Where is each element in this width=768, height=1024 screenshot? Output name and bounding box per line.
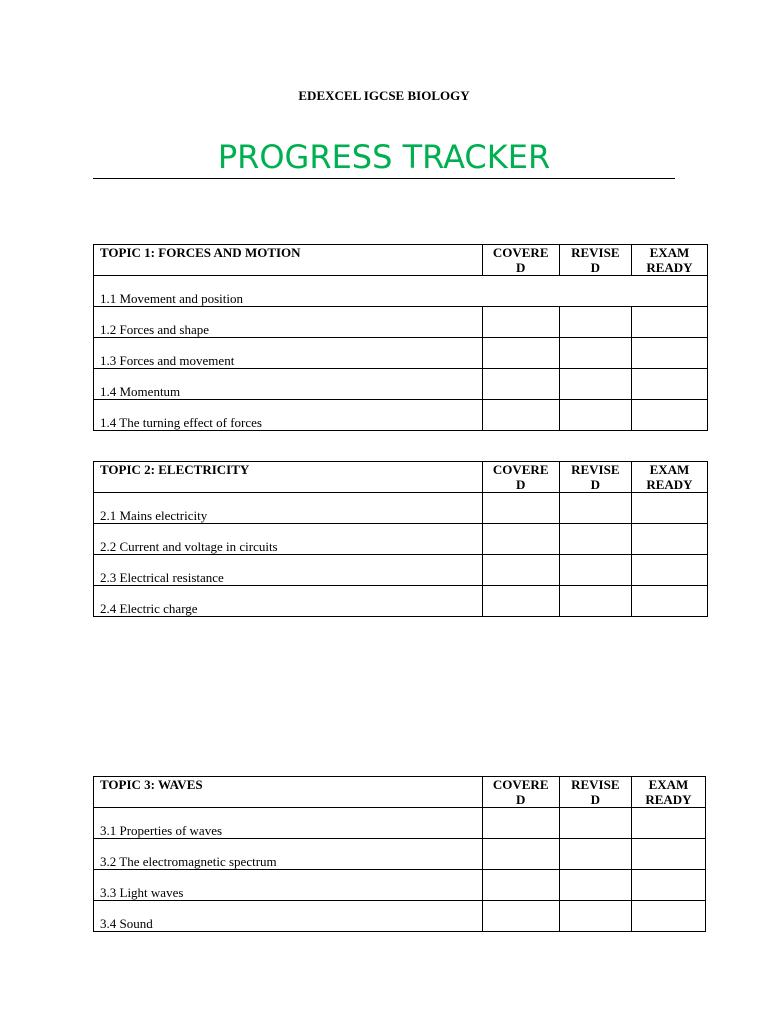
revised-checkbox-cell[interactable] <box>559 400 631 431</box>
revised-checkbox-cell[interactable] <box>559 808 631 839</box>
table-row <box>94 276 708 307</box>
revised-checkbox-cell[interactable] <box>559 524 631 555</box>
exam-ready-header: EXAM READY <box>631 777 705 808</box>
document-subtitle: EDEXCEL IGCSE BIOLOGY <box>298 88 470 103</box>
topic-item: 2.2 Current and voltage in circuits <box>94 524 483 555</box>
topic-item: 1.3 Forces and movement <box>94 338 483 369</box>
topic-item: 2.4 Electric charge <box>94 586 483 617</box>
topic-title: TOPIC 1: FORCES AND MOTION <box>94 245 483 276</box>
topic-1-table <box>93 244 708 431</box>
title-underline <box>93 178 675 179</box>
topic-item: 3.4 Sound <box>94 901 483 932</box>
topic-2-table <box>93 461 708 617</box>
table-row <box>94 808 706 839</box>
revised-checkbox-cell[interactable] <box>559 369 631 400</box>
table-row <box>94 839 706 870</box>
covered-checkbox-cell[interactable] <box>482 400 559 431</box>
revised-header: REVISE D <box>559 777 631 808</box>
exam-ready-checkbox-cell[interactable] <box>631 555 707 586</box>
covered-checkbox-cell[interactable] <box>482 870 559 901</box>
covered-checkbox-cell[interactable] <box>482 586 559 617</box>
topic-title: TOPIC 2: ELECTRICITY <box>94 462 483 493</box>
covered-checkbox-cell[interactable] <box>482 839 559 870</box>
revised-checkbox-cell[interactable] <box>559 586 631 617</box>
covered-header: COVERE D <box>482 777 559 808</box>
exam-ready-checkbox-cell[interactable] <box>631 586 707 617</box>
topic-item: 1.1 Movement and position <box>94 276 708 307</box>
topic-item: 3.2 The electromagnetic spectrum <box>94 839 483 870</box>
revised-checkbox-cell[interactable] <box>559 493 631 524</box>
table-row <box>94 555 708 586</box>
table-row <box>94 901 706 932</box>
table-row <box>94 493 708 524</box>
exam-ready-checkbox-cell[interactable] <box>631 338 707 369</box>
exam-ready-checkbox-cell[interactable] <box>631 400 707 431</box>
table-row <box>94 400 708 431</box>
table-row <box>94 338 708 369</box>
covered-checkbox-cell[interactable] <box>482 524 559 555</box>
revised-checkbox-cell[interactable] <box>559 870 631 901</box>
revised-checkbox-cell[interactable] <box>559 901 631 932</box>
topic-3-table <box>93 776 706 932</box>
covered-checkbox-cell[interactable] <box>482 808 559 839</box>
covered-header: COVERE D <box>482 462 559 493</box>
revised-checkbox-cell[interactable] <box>559 307 631 338</box>
covered-checkbox-cell[interactable] <box>482 493 559 524</box>
covered-checkbox-cell[interactable] <box>482 307 559 338</box>
topic-title: TOPIC 3: WAVES <box>94 777 483 808</box>
page-title: PROGRESS TRACKER <box>217 138 551 176</box>
covered-header: COVERE D <box>482 245 559 276</box>
table-row <box>94 586 708 617</box>
exam-ready-checkbox-cell[interactable] <box>631 808 705 839</box>
exam-ready-checkbox-cell[interactable] <box>631 901 705 932</box>
topic-item: 2.1 Mains electricity <box>94 493 483 524</box>
covered-checkbox-cell[interactable] <box>482 555 559 586</box>
revised-header: REVISE D <box>559 462 631 493</box>
exam-ready-checkbox-cell[interactable] <box>631 839 705 870</box>
table-row <box>94 369 708 400</box>
topic-item: 1.2 Forces and shape <box>94 307 483 338</box>
topic-item: 1.4 Momentum <box>94 369 483 400</box>
topic-item: 2.3 Electrical resistance <box>94 555 483 586</box>
exam-ready-header: EXAM READY <box>631 462 707 493</box>
exam-ready-checkbox-cell[interactable] <box>631 870 705 901</box>
table-header-row <box>94 245 708 276</box>
table-header-row <box>94 777 706 808</box>
table-header-row <box>94 462 708 493</box>
topic-item: 3.1 Properties of waves <box>94 808 483 839</box>
exam-ready-checkbox-cell[interactable] <box>631 307 707 338</box>
topic-item: 3.3 Light waves <box>94 870 483 901</box>
covered-checkbox-cell[interactable] <box>482 901 559 932</box>
exam-ready-checkbox-cell[interactable] <box>631 369 707 400</box>
exam-ready-header: EXAM READY <box>631 245 707 276</box>
covered-checkbox-cell[interactable] <box>482 369 559 400</box>
exam-ready-checkbox-cell[interactable] <box>631 524 707 555</box>
revised-checkbox-cell[interactable] <box>559 839 631 870</box>
revised-checkbox-cell[interactable] <box>559 555 631 586</box>
revised-header: REVISE D <box>559 245 631 276</box>
table-row <box>94 307 708 338</box>
exam-ready-checkbox-cell[interactable] <box>631 493 707 524</box>
table-row <box>94 870 706 901</box>
covered-checkbox-cell[interactable] <box>482 338 559 369</box>
topic-item: 1.4 The turning effect of forces <box>94 400 483 431</box>
revised-checkbox-cell[interactable] <box>559 338 631 369</box>
table-row <box>94 524 708 555</box>
